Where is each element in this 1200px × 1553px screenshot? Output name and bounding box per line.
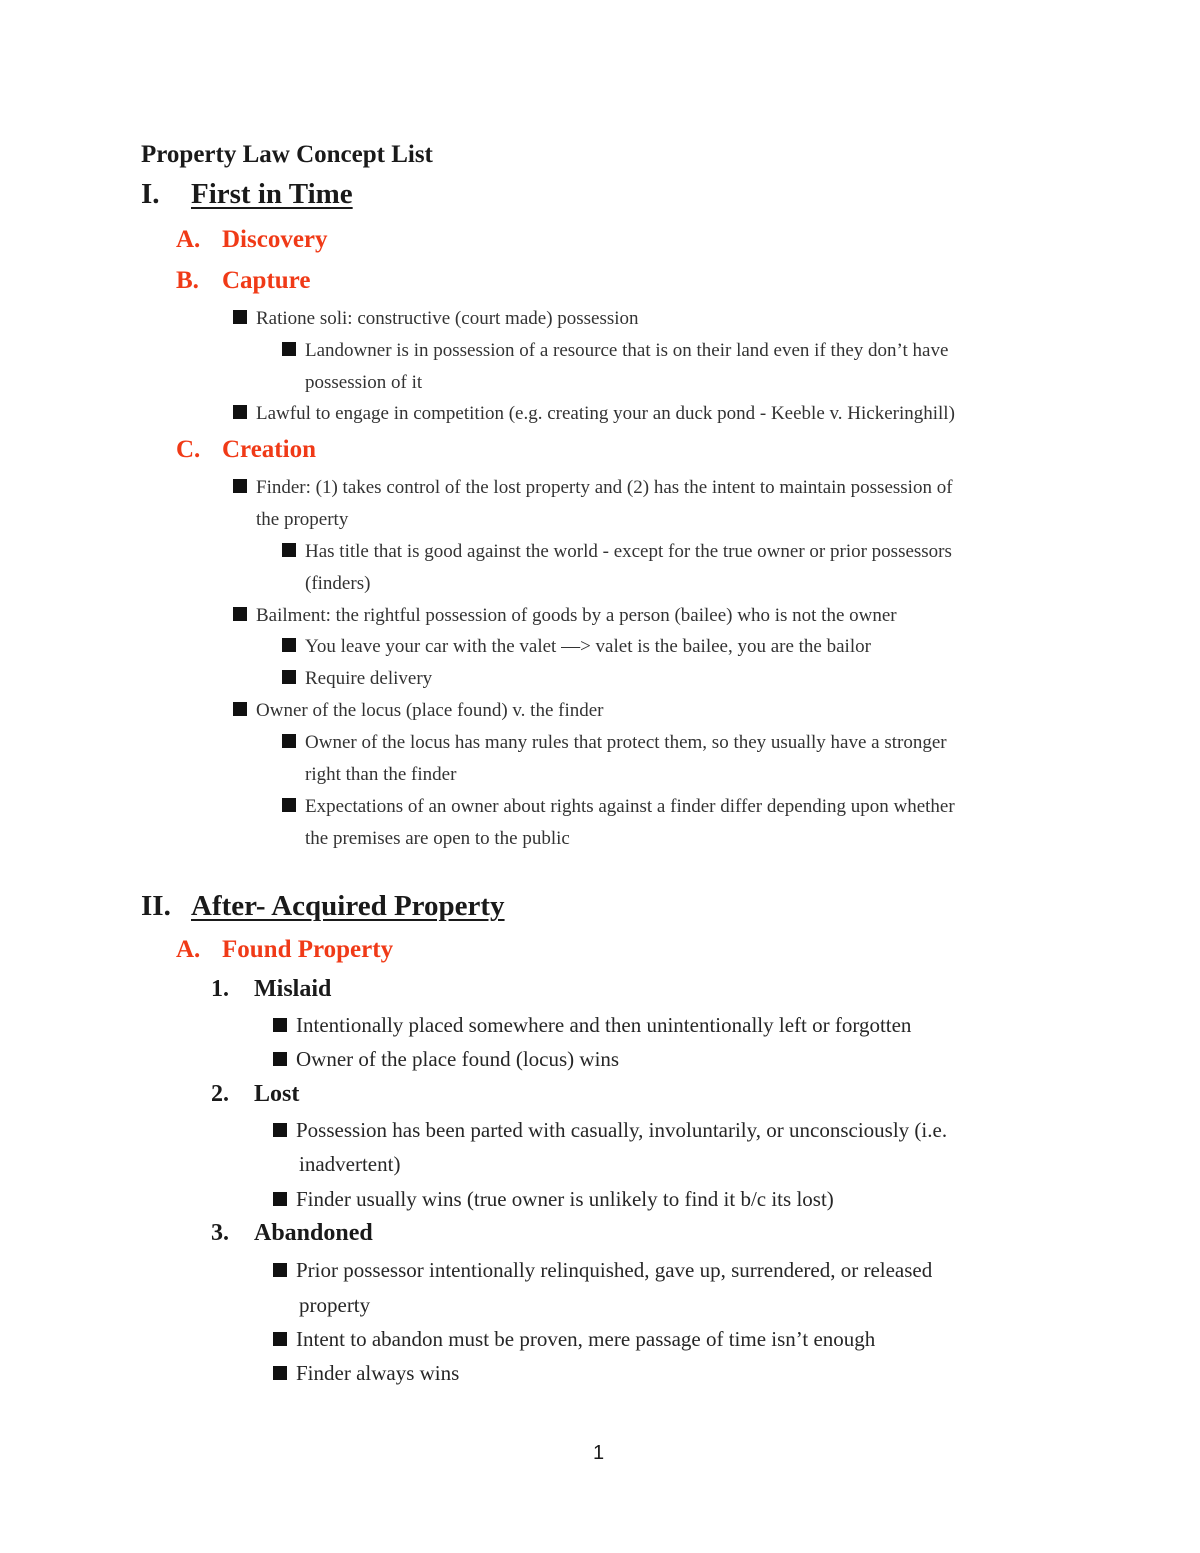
numbered-heading: [211, 976, 331, 1003]
bullet-continuation: (finders): [305, 573, 371, 594]
bullet-item: Owner of the locus has many rules that protect them, so they usually have a stronger: [282, 732, 947, 754]
item-title: Mislaid: [254, 976, 332, 1002]
subsection-title: Capture: [222, 267, 311, 294]
item-number: 3.: [211, 1220, 229, 1246]
subsection-heading: [176, 936, 393, 964]
square-bullet-icon: [273, 1052, 287, 1066]
bullet-item: Finder: (1) takes control of the lost property and (2) has the intent to maintain possession of: [233, 477, 953, 499]
section-title: First in Time: [191, 178, 353, 210]
section-title: After- Acquired Property: [191, 890, 505, 922]
square-bullet-icon: [273, 1192, 287, 1206]
bullet-item: Lawful to engage in competition (e.g. creating your an duck pond - Keeble v. Hickeringhill): [233, 403, 955, 425]
square-bullet-icon: [273, 1123, 287, 1137]
bullet-item: Finder always wins: [273, 1361, 459, 1386]
bullet-item: Possession has been parted with casually, involuntarily, or unconsciously (i.e.: [273, 1118, 947, 1143]
item-title: Lost: [254, 1081, 300, 1107]
item-number: 2.: [211, 1081, 229, 1107]
square-bullet-icon: [273, 1366, 287, 1380]
subsection-letter: C.: [176, 436, 201, 463]
square-bullet-icon: [233, 702, 247, 716]
bullet-continuation: the property: [256, 509, 349, 530]
square-bullet-icon: [282, 342, 296, 356]
bullet-item: You leave your car with the valet —> valet is the bailee, you are the bailor: [282, 636, 871, 658]
bullet-item: Owner of the place found (locus) wins: [273, 1047, 619, 1072]
square-bullet-icon: [233, 405, 247, 419]
subsection-heading: [176, 267, 310, 295]
bullet-item: Finder usually wins (true owner is unlikely to find it b/c its lost): [273, 1187, 834, 1212]
subsection-title: Found Property: [222, 936, 394, 963]
square-bullet-icon: [273, 1018, 287, 1032]
section-number: II.: [141, 890, 171, 922]
square-bullet-icon: [273, 1263, 287, 1277]
bullet-continuation: inadvertent): [299, 1152, 401, 1176]
bullet-continuation: property: [299, 1293, 371, 1317]
bullet-continuation: possession of it: [305, 372, 423, 393]
square-bullet-icon: [282, 798, 296, 812]
numbered-heading: [211, 1081, 299, 1108]
subsection-heading: [176, 226, 328, 254]
bullet-item: Landowner is in possession of a resource that is on their land even if they don’t have: [282, 340, 948, 362]
square-bullet-icon: [233, 310, 247, 324]
section-heading: [141, 178, 353, 211]
bullet-item: Owner of the locus (place found) v. the finder: [233, 700, 604, 722]
square-bullet-icon: [282, 543, 296, 557]
subsection-title: Discovery: [222, 226, 328, 253]
subsection-letter: B.: [176, 267, 199, 294]
bullet-item: Bailment: the rightful possession of goods by a person (bailee) who is not the owner: [233, 605, 897, 627]
square-bullet-icon: [233, 607, 247, 621]
section-heading: [141, 890, 505, 923]
subsection-letter: A.: [176, 226, 201, 253]
square-bullet-icon: [282, 638, 296, 652]
square-bullet-icon: [273, 1332, 287, 1346]
bullet-item: Ratione soli: constructive (court made) possession: [233, 308, 639, 330]
numbered-heading: [211, 1220, 373, 1247]
document-title: Property Law Concept List: [141, 141, 433, 168]
bullet-item: Prior possessor intentionally relinquished, gave up, surrendered, or released: [273, 1258, 932, 1283]
bullet-item: Has title that is good against the world - except for the true owner or prior possessors: [282, 541, 952, 563]
subsection-letter: A.: [176, 936, 201, 963]
bullet-item: Intentionally placed somewhere and then unintentionally left or forgotten: [273, 1013, 911, 1038]
square-bullet-icon: [282, 734, 296, 748]
item-title: Abandoned: [254, 1220, 373, 1246]
subsection-heading: [176, 436, 316, 464]
subsection-title: Creation: [222, 436, 316, 463]
bullet-continuation: right than the finder: [305, 764, 457, 785]
item-number: 1.: [211, 976, 229, 1002]
bullet-continuation: the premises are open to the public: [305, 828, 570, 849]
bullet-item: Require delivery: [282, 668, 432, 690]
bullet-item: Expectations of an owner about rights against a finder differ depending upon whether: [282, 796, 955, 818]
square-bullet-icon: [233, 479, 247, 493]
square-bullet-icon: [282, 670, 296, 684]
page-number: 1: [593, 1442, 605, 1464]
bullet-item: Intent to abandon must be proven, mere passage of time isn’t enough: [273, 1327, 875, 1352]
section-number: I.: [141, 178, 160, 210]
